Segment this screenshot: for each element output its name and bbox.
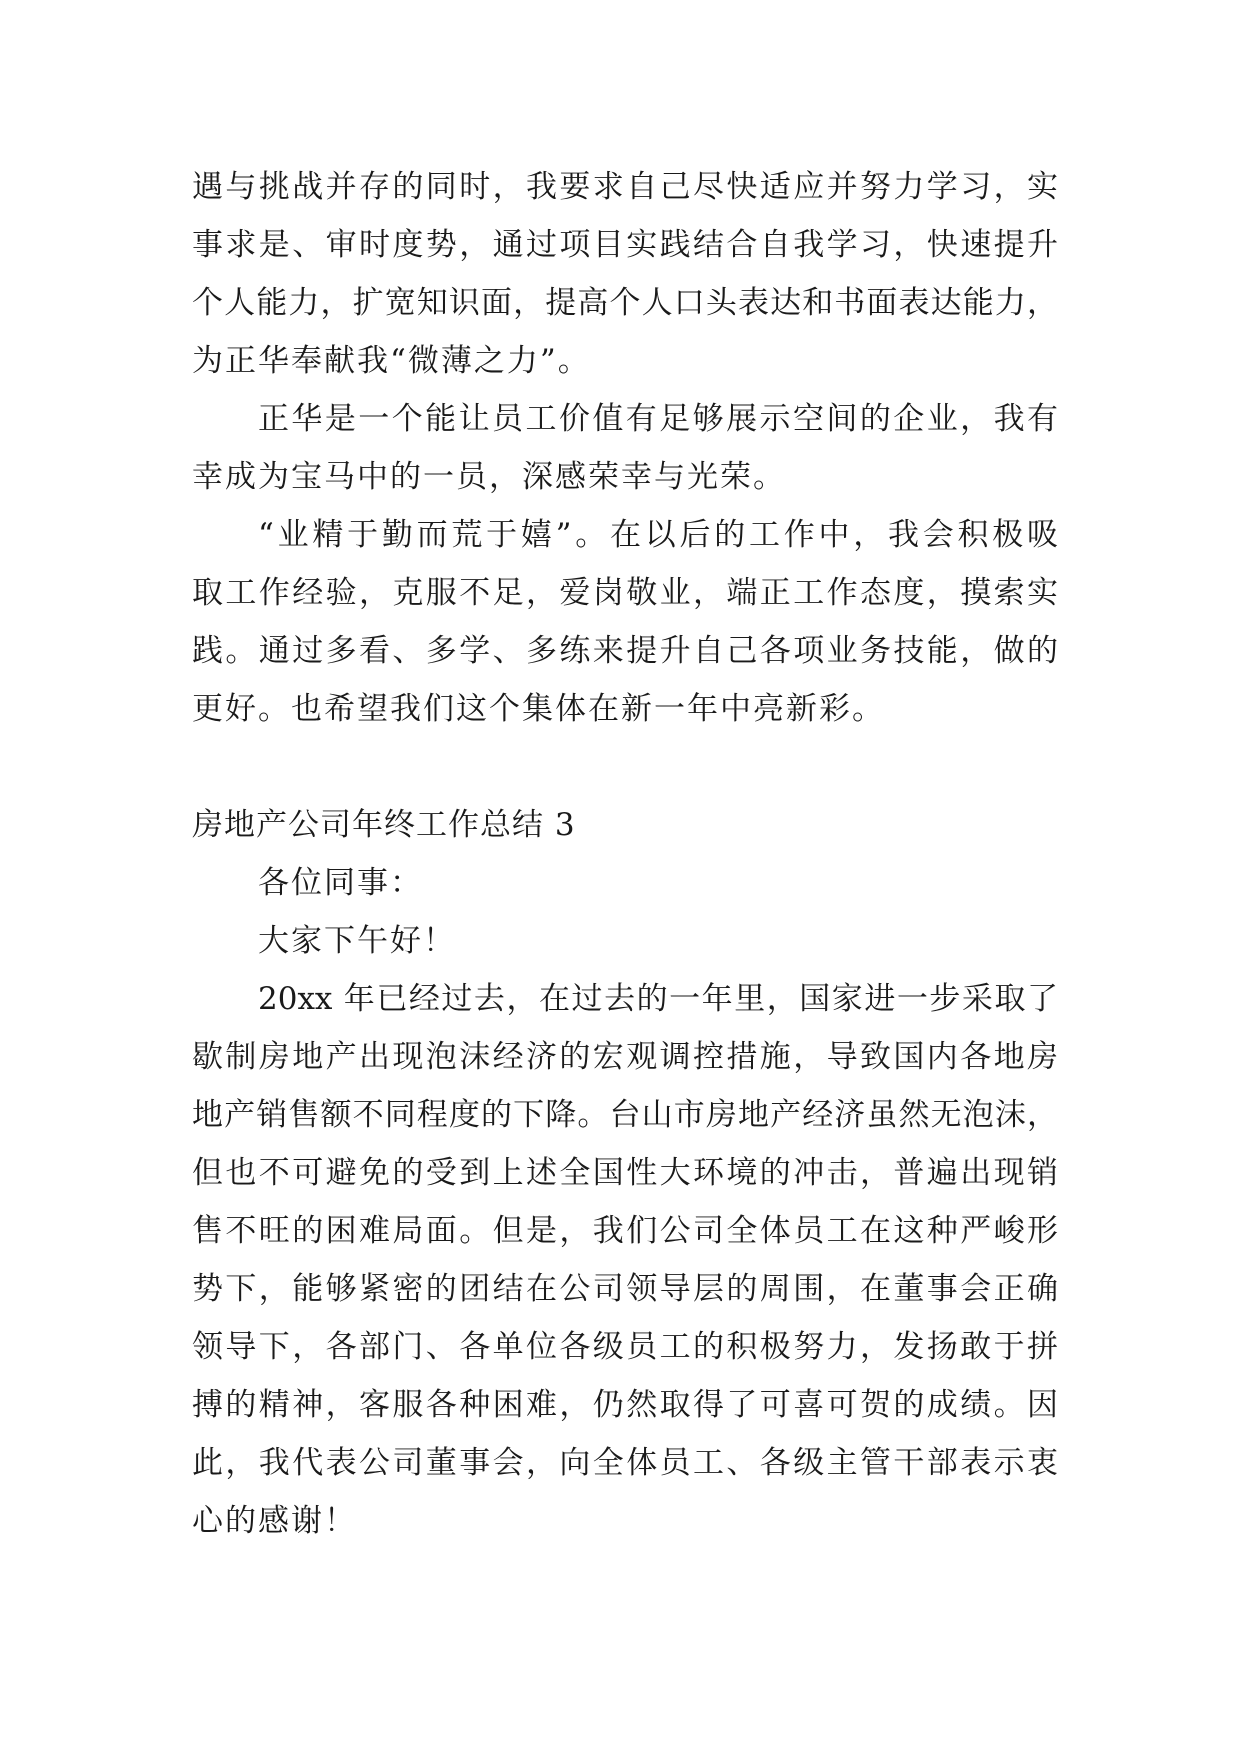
text-line: 更好。也希望我们这个集体在新一年中亮新彩。 <box>192 691 885 727</box>
greeting: 大家下午好！ <box>258 923 456 959</box>
text-line: 20xx 年已经过去，在过去的一年里，国家进一步采取了 <box>258 981 1058 1017</box>
text-line: 践。通过多看、多学、多练来提升自己各项业务技能，做的 <box>192 633 1058 669</box>
paragraph-annual-review <box>192 970 1058 1550</box>
paragraph-continuation <box>192 158 1058 390</box>
text-line: 领导下，各部门、各单位各级员工的积极努力，发扬敢于拼 <box>192 1329 1058 1365</box>
text-line: 为正华奉献我“微薄之力”。 <box>192 343 591 379</box>
text-line: 幸成为宝马中的一员，深感荣幸与光荣。 <box>192 459 786 495</box>
text-line: 歇制房地产出现泡沫经济的宏观调控措施，导致国内各地房 <box>192 1039 1058 1075</box>
text-line: 此，我代表公司董事会，向全体员工、各级主管干部表示衷 <box>192 1445 1058 1481</box>
text-line: 势下，能够紧密的团结在公司领导层的周围，在董事会正确 <box>192 1271 1058 1307</box>
text-line: 事求是、审时度势，通过项目实践结合自我学习，快速提升 <box>192 227 1058 263</box>
section-heading: 房地产公司年终工作总结 3 <box>192 807 576 843</box>
text-line: 搏的精神，客服各种困难，仍然取得了可喜可贺的成绩。因 <box>192 1387 1058 1423</box>
paragraph-diligence <box>192 506 1058 738</box>
document-body <box>192 158 1058 1550</box>
text-line: 取工作经验，克服不足，爱岗敬业，端正工作态度，摸索实 <box>192 575 1058 611</box>
text-line: 正华是一个能让员工价值有足够展示空间的企业，我有 <box>258 401 1058 437</box>
text-line: “业精于勤而荒于嬉”。在以后的工作中，我会积极吸 <box>258 517 1058 553</box>
salutation: 各位同事： <box>258 865 423 901</box>
text-line: 个人能力，扩宽知识面，提高个人口头表达和书面表达能力， <box>192 285 1058 321</box>
text-line: 售不旺的困难局面。但是，我们公司全体员工在这种严峻形 <box>192 1213 1058 1249</box>
text-line: 但也不可避免的受到上述全国性大环境的冲击，普遍出现销 <box>192 1155 1058 1191</box>
text-line: 心的感谢！ <box>192 1503 357 1539</box>
text-line: 遇与挑战并存的同时，我要求自己尽快适应并努力学习，实 <box>192 169 1058 205</box>
paragraph-zhenghua <box>192 390 1058 506</box>
text-line: 地产销售额不同程度的下降。台山市房地产经济虽然无泡沫， <box>192 1097 1058 1133</box>
